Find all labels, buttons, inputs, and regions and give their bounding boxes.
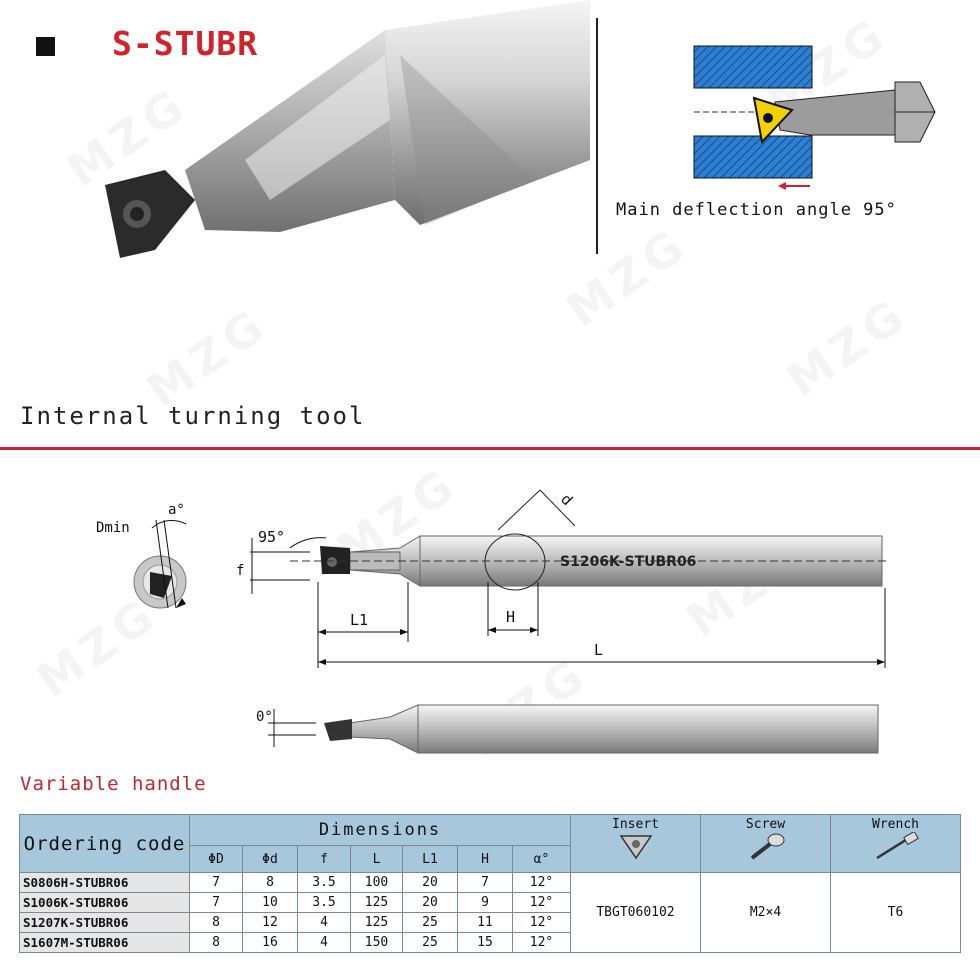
table-cell: 12° xyxy=(513,873,571,893)
l-label: L xyxy=(594,641,604,659)
workpiece-bottom xyxy=(694,136,812,178)
dimension-drawing xyxy=(230,470,900,680)
table-cell: 8 xyxy=(190,933,243,953)
dim-col-header: Φd xyxy=(243,846,298,873)
table-cell: 150 xyxy=(351,933,403,953)
dimensions-header: Dimensions xyxy=(190,815,571,846)
alpha-label: a° xyxy=(168,502,185,518)
table-cell: 3.5 xyxy=(298,893,351,913)
wrench-value-cell: T6 xyxy=(831,873,961,953)
insert-value-cell: TBGT060102 xyxy=(571,873,701,953)
table-cell: 15 xyxy=(458,933,513,953)
table-cell: 11 xyxy=(458,913,513,933)
table-cell: 9 xyxy=(458,893,513,913)
watermark xyxy=(777,286,918,408)
side-view-secondary xyxy=(250,695,890,765)
header-separator xyxy=(596,18,598,254)
table-cell: 12° xyxy=(513,893,571,913)
wrench-header-cell xyxy=(831,815,961,873)
machining-diagram xyxy=(680,40,945,195)
dim-col-header: ΦD xyxy=(190,846,243,873)
table-cell: 125 xyxy=(351,913,403,933)
table-cell: 7 xyxy=(458,873,513,893)
ordering-code-cell: S1607M-STUBR06 xyxy=(20,933,190,953)
ordering-code-cell: S1006K-STUBR06 xyxy=(20,893,190,913)
dim-col-header: H xyxy=(458,846,513,873)
h-label: H xyxy=(506,608,516,626)
insert-header-cell xyxy=(571,815,701,873)
table-cell: 8 xyxy=(190,913,243,933)
shank-marking: S1206K-STUBR06 xyxy=(560,554,697,570)
screw-header: Screw xyxy=(745,817,786,832)
dim-col-header: α° xyxy=(513,846,571,873)
table-cell: 3.5 xyxy=(298,873,351,893)
table-cell: 7 xyxy=(190,893,243,913)
end-view-diagram xyxy=(90,490,220,620)
screw-icon xyxy=(746,832,786,860)
dim-col-header: L xyxy=(351,846,403,873)
table-cell: 12° xyxy=(513,933,571,953)
table-cell: 16 xyxy=(243,933,298,953)
table-cell: 10 xyxy=(243,893,298,913)
dmin-label: Dmin xyxy=(96,520,130,536)
watermark xyxy=(137,296,278,418)
dim-col-header: L1 xyxy=(403,846,458,873)
table-cell: 12° xyxy=(513,913,571,933)
ordering-code-cell: S1207K-STUBR06 xyxy=(20,913,190,933)
table-cell: 25 xyxy=(403,913,458,933)
table-cell: 20 xyxy=(403,873,458,893)
title-bullet xyxy=(36,37,55,56)
screw-value-cell: M2×4 xyxy=(701,873,831,953)
workpiece-top xyxy=(694,46,812,88)
dim-col-header: f xyxy=(298,846,351,873)
ordering-code-header: Ordering code xyxy=(20,815,190,873)
screw-icon xyxy=(763,113,773,123)
table-cell: 4 xyxy=(298,913,351,933)
section-heading: Internal turning tool xyxy=(20,402,366,430)
table-cell: 25 xyxy=(403,933,458,953)
wrench-icon xyxy=(871,832,921,860)
table-cell: 7 xyxy=(190,873,243,893)
table-cell: 20 xyxy=(403,893,458,913)
angle-0-label: 0° xyxy=(256,709,273,725)
table-cell: 100 xyxy=(351,873,403,893)
table-row xyxy=(20,873,961,893)
deflection-angle-caption: Main deflection angle 95° xyxy=(616,200,897,220)
wrench-header: Wrench xyxy=(872,817,919,832)
table-cell: 125 xyxy=(351,893,403,913)
table-cell: 4 xyxy=(298,933,351,953)
ordering-code-cell: S0806H-STUBR06 xyxy=(20,873,190,893)
tool-head xyxy=(105,170,195,258)
angle-95-label: 95° xyxy=(258,528,286,546)
variable-handle-label: Variable handle xyxy=(20,773,207,795)
tool-photo xyxy=(95,0,590,265)
shank-body xyxy=(385,0,590,225)
table-cell: 12 xyxy=(243,913,298,933)
spec-table xyxy=(19,814,961,953)
insert-header: Insert xyxy=(612,817,659,832)
insert-icon xyxy=(618,832,654,860)
table-cell: 8 xyxy=(243,873,298,893)
screw-header-cell xyxy=(701,815,831,873)
page-title: S-STUBR xyxy=(112,24,259,63)
l1-label: L1 xyxy=(350,611,369,629)
neck xyxy=(185,30,395,232)
section-rule xyxy=(0,447,980,450)
d-label: d xyxy=(557,490,577,510)
boring-bar xyxy=(775,90,895,135)
f-label: f xyxy=(236,563,245,579)
